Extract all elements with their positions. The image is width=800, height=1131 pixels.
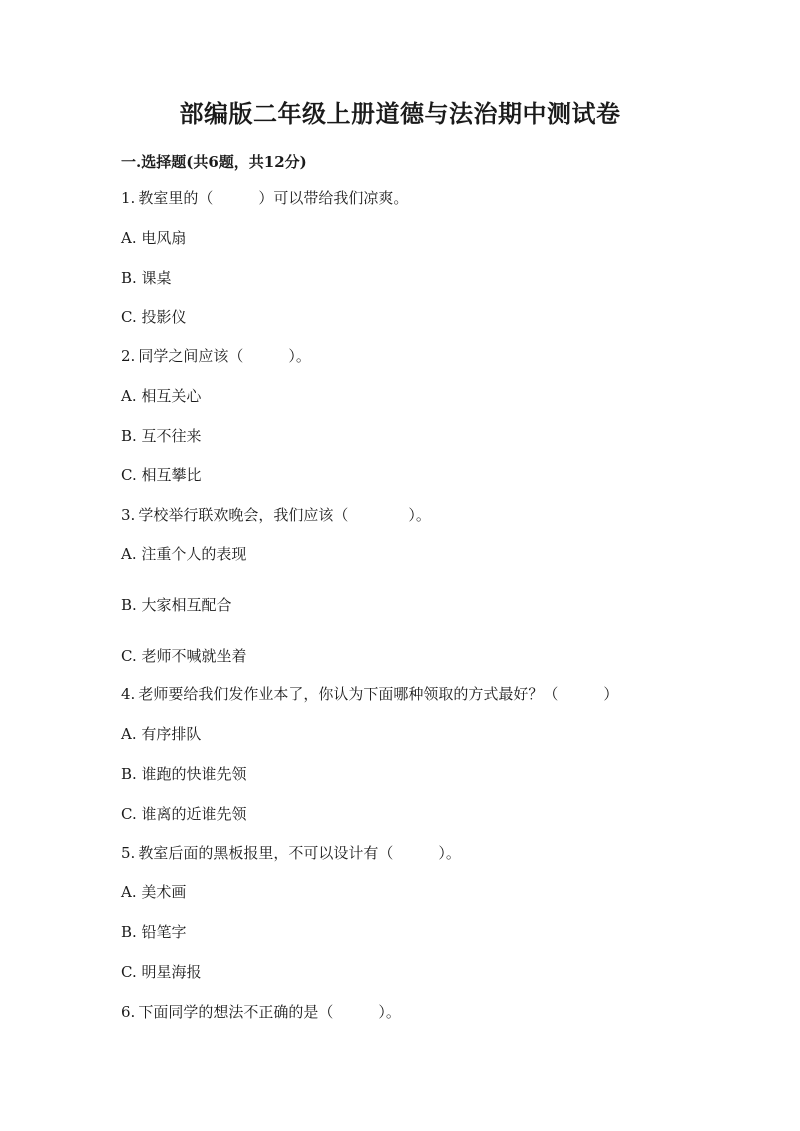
question-number: 1. [121, 189, 136, 207]
option-5c: C. 明星海报 [121, 963, 202, 981]
option-1c: C. 投影仪 [121, 308, 187, 326]
exam-title: 部编版二年级上册道德与法治期中测试卷 [179, 99, 621, 128]
question-number: 4. [121, 685, 136, 703]
option-2a: A. 相互关心 [121, 387, 202, 405]
question-4 [121, 684, 618, 704]
question-number: 2. [121, 347, 136, 365]
option-1b: B. 课桌 [121, 269, 172, 287]
question-5 [121, 843, 461, 863]
option-4c: C. 谁离的近谁先领 [121, 805, 247, 823]
question-stem: 老师要给我们发作业本了，你认为下面哪种领取的方式最好？（ ） [138, 685, 619, 703]
option-4a: A. 有序排队 [121, 725, 202, 743]
question-6 [121, 1002, 401, 1022]
section-heading: 一.选择题(共6题，共12分) [121, 153, 307, 171]
option-3a: A. 注重个人的表现 [121, 545, 247, 563]
option-2c: C. 相互攀比 [121, 466, 202, 484]
option-4b: B. 谁跑的快谁先领 [121, 765, 247, 783]
question-stem: 教室里的（ ）可以带给我们凉爽。 [138, 189, 409, 207]
question-stem: 下面同学的想法不正确的是（ ）。 [138, 1003, 401, 1021]
question-number: 3. [121, 506, 136, 524]
question-2 [121, 346, 311, 366]
option-1a: A. 电风扇 [121, 229, 187, 247]
question-number: 5. [121, 844, 136, 862]
question-stem: 教室后面的黑板报里，不可以设计有（ ）。 [138, 844, 461, 862]
option-2b: B. 互不往来 [121, 427, 202, 445]
question-3 [121, 505, 431, 525]
option-3b: B. 大家相互配合 [121, 596, 232, 614]
option-5b: B. 铅笔字 [121, 923, 187, 941]
question-stem: 同学之间应该（ ）。 [138, 347, 311, 365]
question-stem: 学校举行联欢晚会，我们应该（ ）。 [138, 506, 431, 524]
option-3c: C. 老师不喊就坐着 [121, 647, 247, 665]
option-5a: A. 美术画 [121, 883, 187, 901]
question-number: 6. [121, 1003, 136, 1021]
question-1 [121, 188, 408, 208]
